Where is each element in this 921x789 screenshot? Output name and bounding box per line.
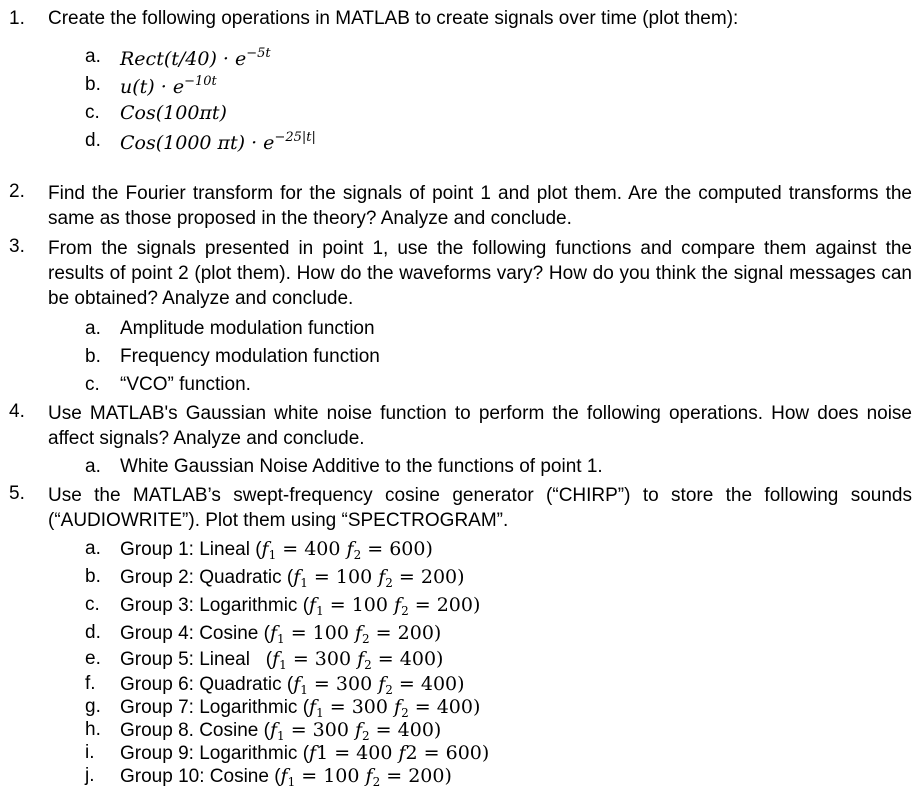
f1-value: 100 xyxy=(323,765,360,787)
f2-symbol: f xyxy=(392,742,406,764)
subscript: 2 xyxy=(385,576,393,590)
f2-value: 200 xyxy=(436,594,473,616)
sub-text xyxy=(120,566,465,590)
f1-symbol: f xyxy=(309,696,317,718)
close-paren: ) xyxy=(433,622,442,644)
sub-text xyxy=(120,742,489,765)
f1-value: 300 xyxy=(312,719,349,741)
f1-value: 100 xyxy=(335,566,373,588)
sub-label: i. xyxy=(85,742,95,763)
sub-text xyxy=(120,648,443,672)
equals: = xyxy=(392,566,421,588)
equals: = xyxy=(307,673,336,695)
equals: = xyxy=(392,673,421,695)
formula-exponent: −25|t| xyxy=(274,130,316,145)
close-paren: ) xyxy=(472,696,481,718)
sub-label: c. xyxy=(85,102,100,123)
group-name: Group 1: Lineal ( xyxy=(120,539,262,560)
sub-label: b. xyxy=(85,346,101,367)
subscript: 1 xyxy=(300,576,308,590)
group-name: Group 5: Lineal ( xyxy=(120,649,273,670)
formula xyxy=(120,130,316,155)
f2-symbol: f xyxy=(348,719,362,741)
formula xyxy=(120,102,227,125)
f1-symbol: f xyxy=(293,673,301,695)
equals: = xyxy=(369,622,398,644)
sub-label: d. xyxy=(85,622,101,643)
equals: = xyxy=(307,566,336,588)
equals: = xyxy=(295,765,324,787)
equals: = xyxy=(284,622,313,644)
f2-value: 400 xyxy=(436,696,473,718)
close-paren: ) xyxy=(444,765,452,787)
formula-exponent: −10t xyxy=(184,74,217,89)
close-paren: ) xyxy=(436,648,444,670)
f1-value: 300 xyxy=(351,696,388,718)
group-name: Group 2: Quadratic ( xyxy=(120,567,294,588)
subscript: 1 xyxy=(268,548,277,562)
subscript: 2 xyxy=(372,775,381,789)
f2-symbol: f xyxy=(372,566,386,588)
f2-symbol: f xyxy=(351,648,365,670)
sub-label: j. xyxy=(85,765,95,786)
equals: = xyxy=(380,765,409,787)
sub-label: a. xyxy=(85,456,101,477)
formula xyxy=(120,74,217,99)
f1-value: 400 xyxy=(304,538,341,560)
sub-label: a. xyxy=(85,538,101,559)
item-text: From the signals presented in point 1, use the following functions and compare them against the results of point 2 (plot them). How do the waveforms vary? How do you think the signal messages can be obtained? Analyze and conclude. xyxy=(48,238,912,309)
close-paren: ) xyxy=(425,538,433,560)
sub-text: White Gaussian Noise Additive to the functions of point 1. xyxy=(120,456,603,477)
group-name: Group 3: Logarithmic ( xyxy=(120,595,310,616)
f1-symbol: f xyxy=(309,594,317,616)
f1-value: 300 xyxy=(335,673,373,695)
subscript: 2 xyxy=(362,632,370,646)
item-text: Create the following operations in MATLAB to create signals over time (plot them): xyxy=(48,8,739,29)
group-name: Group 10: Cosine ( xyxy=(120,766,281,787)
sub-text xyxy=(120,622,441,646)
sub-text xyxy=(120,673,465,697)
f2-symbol: f xyxy=(372,673,386,695)
f2-value: 400 xyxy=(397,719,434,741)
f2-value: 200 xyxy=(408,765,445,787)
group-name: Group 7: Logarithmic ( xyxy=(120,697,310,718)
equals: = xyxy=(276,538,305,560)
close-paren: ) xyxy=(433,719,442,741)
equals: = xyxy=(408,696,437,718)
close-paren: ) xyxy=(457,566,465,588)
sub-label: h. xyxy=(85,719,101,740)
f2-value: 200 xyxy=(420,566,458,588)
item-text: Use the MATLAB’s swept-frequency cosine generator (“CHIRP”) to store the following sounds (“AUDIOWRITE”). Plot them using “SPECTROGRAM”. xyxy=(48,485,912,531)
formula-exponent: −5t xyxy=(246,46,271,61)
subscript: 1 xyxy=(300,683,308,697)
sub-text: Frequency modulation function xyxy=(120,346,380,367)
close-paren: ) xyxy=(481,742,490,764)
subscript: 1 xyxy=(277,632,285,646)
subscript: 2 xyxy=(362,729,370,743)
f1-symbol: f xyxy=(269,719,278,741)
item-number: 2. xyxy=(9,181,25,202)
subscript: 1 xyxy=(316,604,324,618)
f1-value: 300 xyxy=(314,648,352,670)
sub-label: b. xyxy=(85,566,101,587)
f2-symbol: f xyxy=(387,696,402,718)
f2-symbol: f xyxy=(359,765,373,787)
sub-text xyxy=(120,719,441,743)
equals: = xyxy=(284,719,313,741)
f2-value: 400 xyxy=(420,673,458,695)
sub-text xyxy=(120,696,480,720)
equals: = xyxy=(361,538,390,560)
subscript: 2 xyxy=(385,683,393,697)
item-text: Use MATLAB's Gaussian white noise function to perform the following operations. How does noise affect signals? Analyze and conclude. xyxy=(48,403,912,449)
f1-symbol: f xyxy=(269,622,278,644)
f1-value: 400 xyxy=(356,742,393,764)
formula xyxy=(120,46,271,71)
item-number: 3. xyxy=(9,236,25,257)
f2-value: 600 xyxy=(445,742,482,764)
sub-text xyxy=(120,594,480,618)
f2-symbol: f xyxy=(340,538,354,560)
equals: = xyxy=(286,648,315,670)
sub-label: b. xyxy=(85,74,101,95)
f1-value: 100 xyxy=(351,594,388,616)
f1-index: 1 = xyxy=(316,742,357,764)
f2-symbol: f xyxy=(348,622,362,644)
f1-symbol: f xyxy=(280,765,288,787)
equals: = xyxy=(408,594,437,616)
group-name: Group 6: Quadratic ( xyxy=(120,674,294,695)
sub-label: c. xyxy=(85,374,100,395)
sub-text: “VCO” function. xyxy=(120,374,251,395)
item-number: 4. xyxy=(9,401,25,422)
f2-value: 200 xyxy=(397,622,434,644)
group-name: Group 8. Cosine ( xyxy=(120,720,270,741)
subscript: 2 xyxy=(401,706,409,720)
sub-label: f. xyxy=(85,673,96,694)
sub-text xyxy=(120,765,452,789)
f1-symbol: f xyxy=(293,566,301,588)
f1-symbol: f xyxy=(261,538,269,560)
equals: = xyxy=(323,594,352,616)
sub-text: Amplitude modulation function xyxy=(120,318,375,339)
subscript: 1 xyxy=(277,729,285,743)
subscript: 2 xyxy=(353,548,362,562)
sub-label: g. xyxy=(85,696,101,717)
subscript: 2 xyxy=(364,658,372,672)
close-paren: ) xyxy=(457,673,465,695)
sub-label: e. xyxy=(85,648,101,669)
formula-base: Cos(1000 πt) · e xyxy=(120,132,275,154)
f2-value: 400 xyxy=(399,648,437,670)
sub-text xyxy=(120,538,433,562)
formula-base: u(t) · e xyxy=(120,76,185,98)
item-number: 1. xyxy=(9,8,25,29)
formula-base: Cos(100πt) xyxy=(120,102,227,124)
close-paren: ) xyxy=(472,594,481,616)
f2-symbol: f xyxy=(387,594,402,616)
item-text: Find the Fourier transform for the signals of point 1 and plot them. Are the computed transforms the same as those proposed in the theory? Analyze and conclude. xyxy=(48,183,912,229)
item-number: 5. xyxy=(9,483,25,504)
sub-label: a. xyxy=(85,318,101,339)
sub-label: c. xyxy=(85,594,100,615)
f1-value: 100 xyxy=(312,622,349,644)
sub-label: a. xyxy=(85,46,101,67)
f1-symbol: f xyxy=(309,742,317,764)
equals: = xyxy=(371,648,400,670)
subscript: 1 xyxy=(287,775,296,789)
group-name: Group 9: Logarithmic ( xyxy=(120,743,310,764)
equals: = xyxy=(369,719,398,741)
subscript: 2 xyxy=(401,604,409,618)
formula-base: Rect(t/40) · e xyxy=(120,48,247,70)
f2-index: 2 = xyxy=(405,742,446,764)
sub-label: d. xyxy=(85,130,101,151)
f1-symbol: f xyxy=(272,648,280,670)
subscript: 1 xyxy=(316,706,324,720)
equals: = xyxy=(323,696,352,718)
subscript: 1 xyxy=(279,658,287,672)
group-name: Group 4: Cosine ( xyxy=(120,623,270,644)
f2-value: 600 xyxy=(389,538,426,560)
